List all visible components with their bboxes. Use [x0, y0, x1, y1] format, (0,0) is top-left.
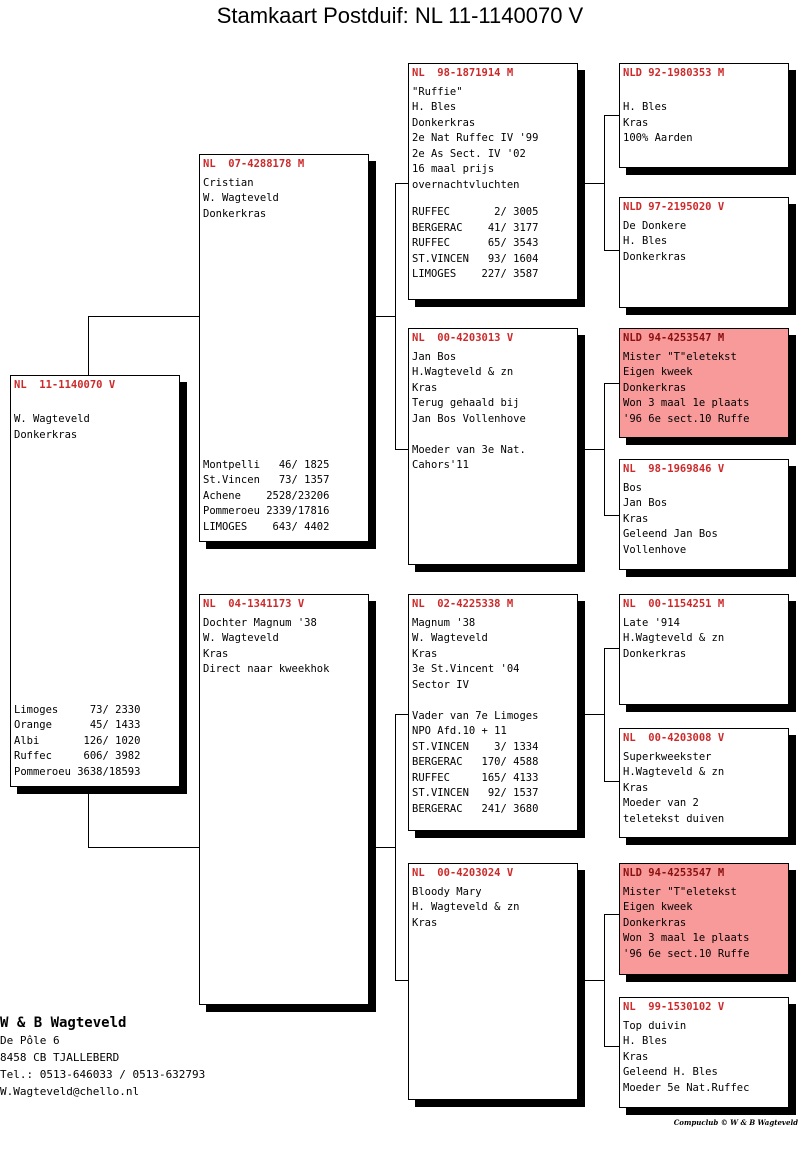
- detail-line: H.Wagteveld & zn: [623, 632, 725, 644]
- detail-line: Moeder 5e Nat.Ruffec: [623, 1081, 750, 1094]
- detail-line: W. Wagteveld: [412, 632, 488, 644]
- result-line: RUFFEC 65/ 3543: [412, 237, 539, 249]
- owner-address: De Pôle 6: [0, 1034, 60, 1047]
- connector-line: [604, 1046, 619, 1047]
- ring-number: NL 11-1140070 V: [14, 379, 116, 391]
- detail-line: Bloody Mary: [412, 885, 482, 898]
- detail-line: Jan Bos Vollenhove: [412, 412, 526, 425]
- ring-number: NL 00-4203008 V: [623, 732, 725, 744]
- result-line: Achene 2528/23206: [203, 489, 330, 502]
- result-line: Limoges 73/ 2330: [14, 703, 141, 716]
- great-grandparent-card: [619, 997, 789, 1108]
- detail-line: '96 6e sect.10 Ruffe: [623, 947, 750, 960]
- detail-line: "Ruffie": [412, 85, 463, 98]
- detail-line: Top duivin: [623, 1019, 687, 1032]
- detail-line: W. Wagteveld: [203, 192, 279, 204]
- detail-line: Cristian: [203, 176, 254, 189]
- granddam-paternal-card: [408, 328, 578, 565]
- connector-line: [88, 316, 89, 376]
- detail-line: H.Wagteveld & zn: [412, 366, 514, 378]
- detail-line: Kras: [623, 512, 649, 525]
- result-line: LIMOGES 227/ 3587: [412, 268, 539, 280]
- result-line: RUFFEC 2/ 3005: [412, 206, 539, 218]
- result-line: RUFFEC 165/ 4133: [412, 771, 539, 784]
- granddam-maternal-card: [408, 863, 578, 1100]
- connector-line: [369, 316, 395, 317]
- detail-line: [412, 693, 577, 709]
- result-line: Ruffec 606/ 3982: [14, 750, 141, 762]
- ring-number: NL 00-4203013 V: [412, 332, 514, 344]
- great-grandparent-card: [619, 197, 789, 308]
- ring-number: NLD 97-2195020 V: [623, 201, 725, 213]
- detail-line: Donkerkras: [412, 116, 476, 129]
- connector-line: [395, 980, 409, 981]
- result-line: Montpelli 46/ 1825: [203, 458, 330, 471]
- detail-line: Eigen kweek: [623, 901, 693, 913]
- connector-line: [88, 787, 89, 847]
- detail-line: 100% Aarden: [623, 132, 693, 144]
- connector-line: [578, 980, 604, 981]
- owner-info: [0, 1015, 205, 1100]
- detail-line: Donkerkras: [14, 428, 78, 441]
- detail-line: Sector IV: [412, 678, 469, 691]
- detail-line: H. Wagteveld & zn: [412, 901, 520, 913]
- detail-line: Cahors'11: [412, 459, 469, 471]
- result-line: Pommeroeu 2339/17816: [203, 505, 330, 517]
- connector-line: [88, 316, 200, 317]
- detail-line: Kras: [623, 1050, 649, 1063]
- detail-line: Kras: [412, 916, 438, 929]
- owner-phone: Tel.: 0513-646033 / 0513-632793: [0, 1068, 206, 1081]
- result-line: BERGERAC 241/ 3680: [412, 802, 539, 815]
- result-line: BERGERAC 170/ 4588: [412, 756, 539, 768]
- ring-number: NL 98-1969846 V: [623, 463, 725, 475]
- detail-line: Donkerkras: [623, 647, 687, 660]
- detail-line: Dochter Magnum '38: [203, 616, 317, 629]
- detail-line: 2e As Sect. IV '02: [412, 147, 526, 160]
- detail-line: Superkweekster: [623, 750, 712, 763]
- detail-line: Moeder van 2: [623, 797, 699, 809]
- detail-line: Mister "T"eletekst: [623, 350, 737, 363]
- great-grandparent-card: [619, 63, 789, 168]
- connector-line: [369, 847, 395, 848]
- detail-line: Kras: [623, 116, 649, 129]
- ring-number: NL 98-1871914 M: [412, 67, 514, 79]
- connector-line: [604, 115, 605, 250]
- card-details: [620, 478, 788, 559]
- detail-line: Kras: [412, 647, 438, 660]
- connector-line: [604, 914, 605, 1046]
- card-details: [620, 347, 788, 428]
- great-grandparent-card-highlighted: [619, 863, 789, 975]
- result-line: St.Vincen 73/ 1357: [203, 474, 330, 486]
- detail-line: Donkerkras: [623, 916, 687, 929]
- detail-line: Donkerkras: [623, 381, 687, 394]
- sire-card: [199, 154, 369, 542]
- detail-line: W. Wagteveld: [203, 632, 279, 644]
- detail-line: Jan Bos: [412, 350, 457, 363]
- connector-line: [604, 115, 619, 116]
- detail-line: 3e St.Vincent '04: [412, 663, 520, 675]
- detail-line: Magnum '38: [412, 616, 476, 629]
- detail-line: Moeder van 3e Nat.: [412, 443, 526, 456]
- card-details: [620, 882, 788, 963]
- detail-line: Bos: [623, 481, 642, 494]
- connector-line: [395, 183, 409, 184]
- ring-number: NL 00-4203024 V: [412, 867, 514, 879]
- detail-line: 2e Nat Ruffec IV '99: [412, 132, 539, 144]
- connector-line: [604, 648, 605, 781]
- ring-number: NLD 92-1980353 M: [623, 67, 725, 79]
- detail-line: Won 3 maal 1e plaats: [623, 397, 750, 409]
- result-line: Orange 45/ 1433: [14, 719, 141, 731]
- grandsire-maternal-card: [408, 594, 578, 831]
- result-line: ST.VINCEN 93/ 1604: [412, 252, 539, 265]
- footer-credit: Compuclub © W & B Wagteveld: [673, 1118, 798, 1127]
- connector-line: [395, 183, 396, 449]
- connector-line: [395, 714, 409, 715]
- detail-line: De Donkere: [623, 219, 687, 232]
- detail-line: H. Bles: [623, 235, 668, 247]
- connector-line: [395, 714, 396, 980]
- great-grandparent-card: [619, 459, 789, 570]
- ring-number: NL 00-1154251 M: [623, 598, 725, 610]
- detail-line: [623, 85, 788, 101]
- card-details: [11, 394, 179, 444]
- dam-card: [199, 594, 369, 1005]
- result-line: Pommeroeu 3638/18593: [14, 765, 141, 778]
- connector-line: [604, 914, 619, 915]
- detail-line: '96 6e sect.10 Ruffe: [623, 412, 750, 425]
- page-title: Stamkaart Postduif: NL 11-1140070 V: [216, 3, 584, 28]
- card-details: [620, 216, 788, 266]
- great-grandparent-card: [619, 728, 789, 838]
- owner-postcode-city: 8458 CB TJALLEBERD: [0, 1051, 120, 1064]
- detail-line: Kras: [203, 647, 229, 660]
- detail-line: overnachtvluchten: [412, 178, 520, 191]
- card-details: [409, 882, 577, 932]
- card-details: [409, 347, 577, 474]
- detail-line: Mister "T"eletekst: [623, 885, 737, 898]
- detail-line: Donkerkras: [203, 207, 267, 220]
- card-details: [620, 82, 788, 147]
- connector-line: [88, 847, 200, 848]
- detail-line: Jan Bos: [623, 497, 668, 509]
- card-details: [200, 173, 368, 223]
- connector-line: [604, 515, 619, 516]
- ring-number: NL 99-1530102 V: [623, 1001, 725, 1013]
- detail-line: 16 maal prijs: [412, 163, 495, 175]
- card-details: [620, 613, 788, 663]
- connector-line: [578, 449, 604, 450]
- card-details: [620, 747, 788, 828]
- detail-line: Won 3 maal 1e plaats: [623, 932, 750, 944]
- connector-line: [395, 449, 409, 450]
- result-line: LIMOGES 643/ 4402: [203, 520, 330, 533]
- detail-line: Vollenhove: [623, 543, 687, 556]
- connector-line: [604, 383, 619, 384]
- detail-line: Kras: [623, 781, 649, 794]
- great-grandparent-card-highlighted: [619, 328, 789, 438]
- detail-line: teletekst duiven: [623, 812, 725, 825]
- detail-line: Donkerkras: [623, 250, 687, 263]
- detail-line: [14, 397, 179, 413]
- result-line: ST.VINCEN 3/ 1334: [412, 740, 539, 753]
- detail-line: Geleend Jan Bos: [623, 528, 718, 540]
- detail-line: H.Wagteveld & zn: [623, 766, 725, 778]
- ring-number: NL 04-1341173 V: [203, 598, 305, 610]
- connector-line: [604, 781, 619, 782]
- ring-number: NLD 94-4253547 M: [623, 332, 725, 344]
- connector-line: [578, 183, 604, 184]
- result-line: BERGERAC 41/ 3177: [412, 221, 539, 234]
- card-details: [409, 82, 577, 283]
- race-results: [203, 458, 329, 536]
- connector-line: [578, 714, 604, 715]
- owner-name: W & B Wagteveld: [0, 1015, 127, 1031]
- detail-line: H. Bles: [623, 101, 668, 113]
- detail-line: Direct naar kweekhok: [203, 663, 330, 675]
- ring-number: NLD 94-4253547 M: [623, 867, 725, 879]
- detail-line: Vader van 7e Limoges: [412, 709, 539, 722]
- connector-line: [604, 648, 619, 649]
- detail-line: W. Wagteveld: [14, 413, 90, 425]
- detail-line: Terug gehaald bij: [412, 397, 520, 409]
- detail-line: Kras: [412, 381, 438, 394]
- detail-line: Eigen kweek: [623, 366, 693, 378]
- race-results: [14, 703, 140, 781]
- result-line: Albi 126/ 1020: [14, 734, 141, 747]
- great-grandparent-card: [619, 594, 789, 705]
- detail-line: H. Bles: [412, 101, 457, 113]
- card-details: [620, 1016, 788, 1097]
- detail-line: NPO Afd.10 + 11: [412, 725, 507, 737]
- detail-line: Late '914: [623, 616, 680, 629]
- grandsire-paternal-card: [408, 63, 578, 300]
- detail-line: Geleend H. Bles: [623, 1066, 718, 1078]
- subject-card: [10, 375, 180, 787]
- card-details: [409, 613, 577, 818]
- detail-line: [412, 427, 577, 443]
- ring-number: NL 02-4225338 M: [412, 598, 514, 610]
- owner-email: W.Wagteveld@chello.nl: [0, 1085, 140, 1098]
- connector-line: [604, 250, 619, 251]
- connector-line: [604, 383, 605, 515]
- card-details: [200, 613, 368, 678]
- result-line: ST.VINCEN 92/ 1537: [412, 787, 539, 799]
- ring-number: NL 07-4288178 M: [203, 158, 305, 170]
- detail-line: H. Bles: [623, 1035, 668, 1047]
